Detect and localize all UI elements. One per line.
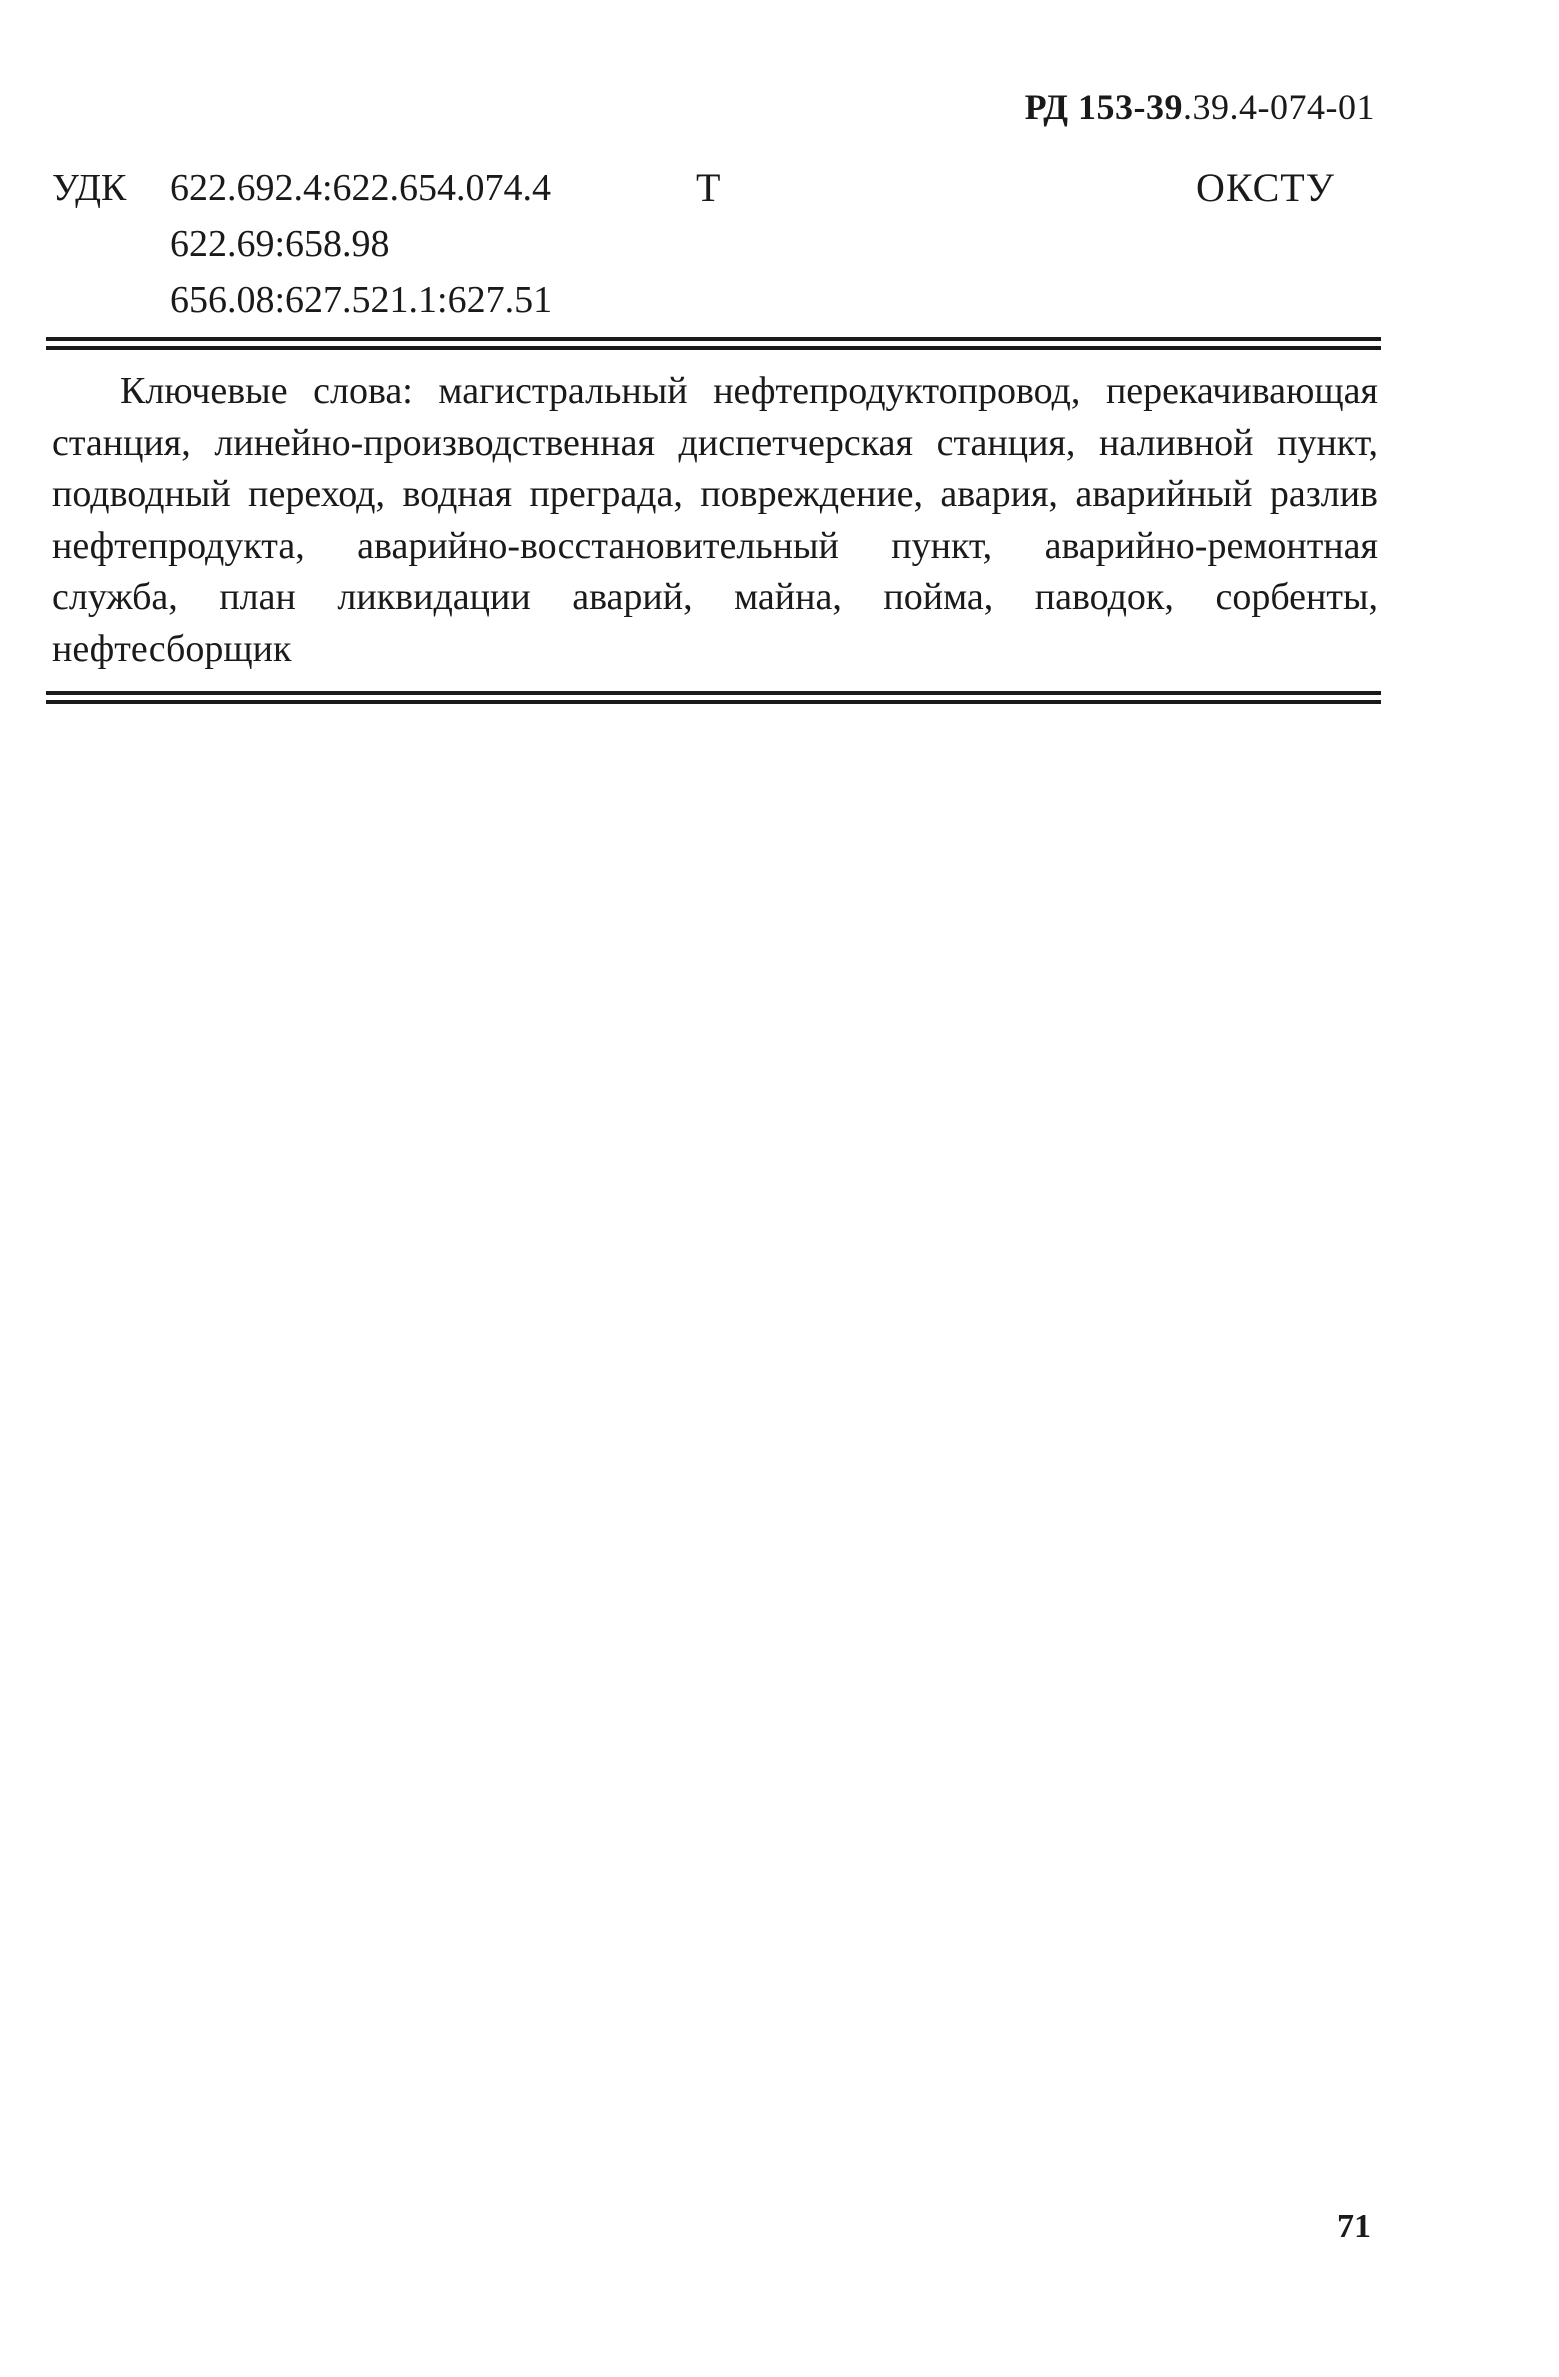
top-double-rule: [46, 337, 1381, 350]
udk-code: 622.69:658.98: [170, 223, 390, 265]
classification-letter: Т: [696, 165, 721, 210]
udk-code: 656.08:627.521.1:627.51: [170, 279, 553, 321]
udk-code: 622.692.4:622.654.074.4: [170, 167, 552, 209]
document-code: [1025, 86, 1375, 128]
udk-codes: [170, 160, 552, 328]
document-code-prefix: РД 153-39: [1024, 87, 1184, 127]
udk-block: [52, 160, 552, 328]
udk-label: УДК: [52, 167, 127, 209]
document-code-suffix: .39.4-074-01: [1183, 87, 1375, 127]
page-number: 71: [1337, 2208, 1371, 2245]
keywords-paragraph: Ключевые слова: магистральный нефтепродуктопровод, перекачивающая станция, линейно-производственная диспетчерская станция, наливной пункт, подводный переход, водная преграда, повреждение, авария, аварийный разлив нефтепродукта, аварийно-восстановительный пункт, аварийно-ремонтная служба, план ликвидации аварий, майна, пойма, паводок, сорбенты, нефтесборщик: [52, 370, 1378, 670]
okstu-label: ОКСТУ: [1196, 165, 1336, 210]
bottom-double-rule: [46, 691, 1381, 704]
